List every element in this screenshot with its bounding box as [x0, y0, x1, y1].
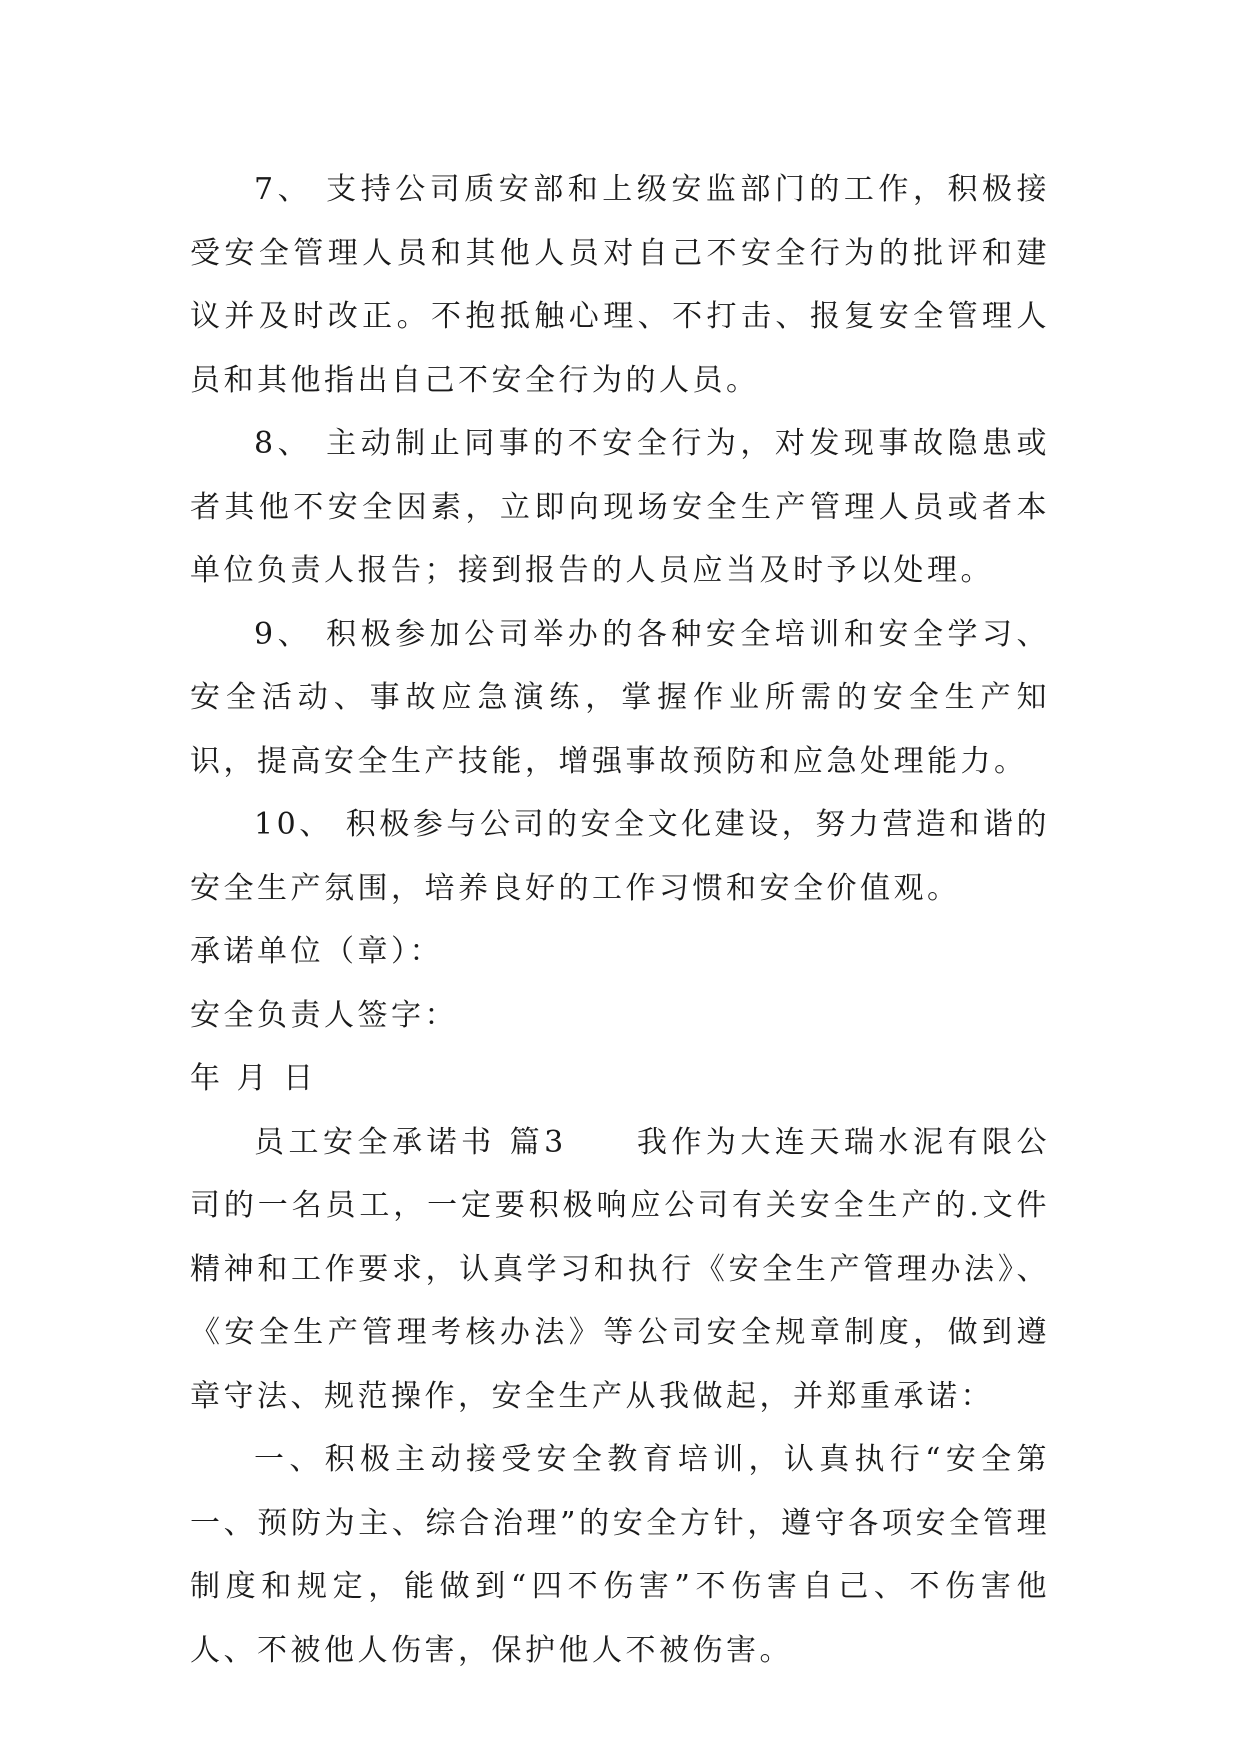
- safety-responsible-signature-label: 安全负责人签字：: [190, 997, 458, 1033]
- section-3-intro-paragraph: 员工安全承诺书 篇3 我作为大连天瑞水泥有限公司的一名员工，一定要积极响应公司有关安全生产的.文件精神和工作要求，认真学习和执行《安全生产管理办法》、《安全生产管理考核办法》等公司安全规章制度，做到遵章守法、规范操作，安全生产从我做起，并郑重承诺：: [190, 1124, 1050, 1414]
- commitment-item-1: 一、积极主动接受安全教育培训，认真执行“安全第一、预防为主、综合治理”的安全方针，遵守各项安全管理制度和规定，能做到“四不伤害”不伤害自己、不伤害他人、不被他人伤害，保护他人不被伤害。: [190, 1442, 1050, 1668]
- paragraph-item-9: 9、 积极参加公司举办的各种安全培训和安全学习、安全活动、事故应急演练，掌握作业所需的安全生产知识，提高安全生产技能，增强事故预防和应急处理能力。: [190, 616, 1050, 779]
- document-body: [190, 158, 1050, 1682]
- commitment-unit-label: 承诺单位（章）：: [190, 934, 443, 969]
- paragraph-item-8: 8、 主动制止同事的不安全行为，对发现事故隐患或者其他不安全因素，立即向现场安全生产管理人员或者本单位负责人报告；接到报告的人员应当及时予以处理。: [190, 426, 1050, 588]
- paragraph-item-7: 7、 支持公司质安部和上级安监部门的工作，积极接受安全管理人员和其他人员对自己不安全行为的批评和建议并及时改正。不抱抵触心理、不打击、报复安全管理人员和其他指出自己不安全行为的人员。: [190, 172, 1050, 398]
- paragraph-item-10: 10、 积极参与公司的安全文化建设，努力营造和谐的安全生产氛围，培养良好的工作习惯和安全价值观。: [190, 807, 1050, 906]
- date-label: 年 月 日: [190, 1061, 317, 1096]
